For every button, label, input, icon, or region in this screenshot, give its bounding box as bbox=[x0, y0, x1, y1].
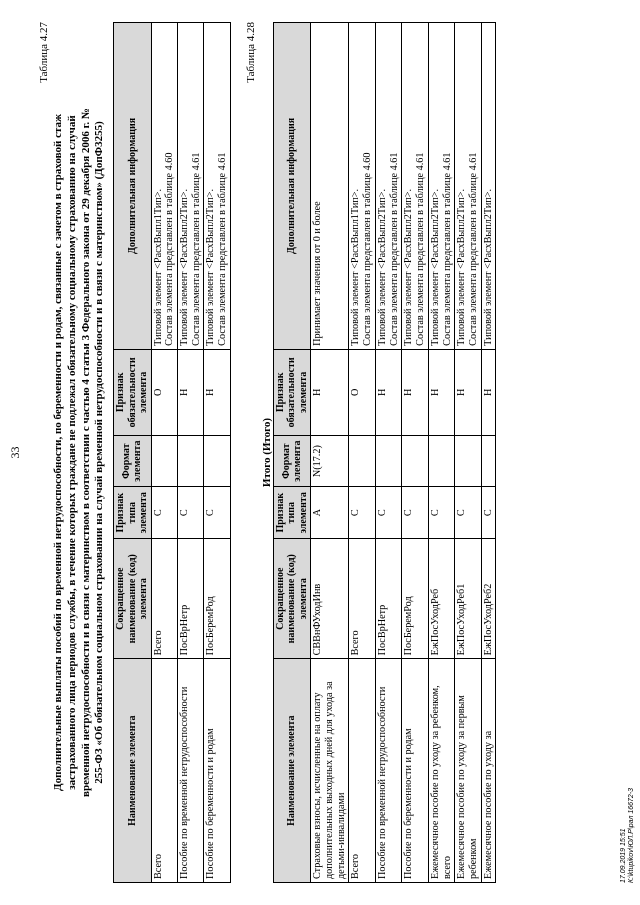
table-cell bbox=[428, 435, 454, 487]
table-cell: С bbox=[428, 487, 454, 539]
table-cell: Пособие по временной нетрудоспособности bbox=[375, 659, 401, 883]
table-cell: Всего bbox=[151, 539, 177, 659]
title-line: 255-ФЗ «Об обязательном социальном страховании на случай временной нетрудоспособности и в связи с материнством» (ДопФ3255) bbox=[93, 121, 106, 784]
table-cell bbox=[455, 435, 481, 487]
table-cell: ПосБеремРод bbox=[402, 539, 428, 659]
column-header: Дополнительная информация bbox=[114, 23, 152, 350]
table-row bbox=[455, 23, 481, 883]
table-cell: Типовой элемент <РасхВыпл2Тип>. Состав элемента представлен в таблице 4.61 bbox=[177, 23, 203, 350]
table-row bbox=[151, 23, 177, 883]
table-cell: Н bbox=[455, 349, 481, 435]
table-row bbox=[375, 23, 401, 883]
table-cell: Пособие по временной нетрудоспособности bbox=[177, 659, 203, 883]
table-cell: ЕжПосУходРеб2 bbox=[481, 539, 496, 659]
table-cell: Н bbox=[204, 349, 230, 435]
table-cell: С bbox=[375, 487, 401, 539]
table-cell: Н bbox=[481, 349, 496, 435]
table-cell bbox=[349, 435, 375, 487]
table-cell: Принимает значения от 0 и более bbox=[311, 23, 349, 350]
table-cell: Ежемесячное пособие по уходу за ребенком, всего bbox=[428, 659, 454, 883]
column-header: Наименование элемента bbox=[273, 659, 311, 883]
table-cell: Н bbox=[375, 349, 401, 435]
table-row bbox=[177, 23, 203, 883]
table-cell: ЕжПосУходРеб bbox=[428, 539, 454, 659]
table-2-label: Таблица 4.28 bbox=[244, 22, 257, 83]
table-cell: Всего bbox=[151, 659, 177, 883]
table-cell: О bbox=[349, 349, 375, 435]
table-cell: Н bbox=[402, 349, 428, 435]
column-header: Сокращенное наименование (код) элемента bbox=[114, 539, 152, 659]
table-2-heading: Итого (Итого) bbox=[260, 417, 273, 488]
page-number: 33 bbox=[8, 446, 22, 459]
table-cell: С bbox=[455, 487, 481, 539]
table-1-title bbox=[52, 22, 107, 883]
table-cell: Типовой элемент <РасхВыпл2Тип>. Состав элемента представлен в таблице 4.61 bbox=[375, 23, 401, 350]
footer-timestamp: 17.09.2019 15:51 bbox=[619, 828, 627, 883]
table-cell: С bbox=[402, 487, 428, 539]
table-cell: Пособие по беременности и родам bbox=[402, 659, 428, 883]
title-line: Дополнительные выплаты пособий по временной нетрудоспособности, по беременности и родам, связанные с зачетом в страховой стаж bbox=[52, 114, 64, 791]
table-row bbox=[402, 23, 428, 883]
table-4-27 bbox=[113, 22, 231, 883]
table-cell: Типовой элемент <РасхВыпл2Тип>. Состав элемента представлен в таблице 4.61 bbox=[402, 23, 428, 350]
table-cell: Н bbox=[311, 349, 349, 435]
table-cell: Всего bbox=[349, 539, 375, 659]
table-cell: Типовой элемент <РасхВыпл1Тип>. Состав элемента представлен в таблице 4.60 bbox=[349, 23, 375, 350]
table-row bbox=[481, 23, 496, 883]
table-cell: СВВнФУходИнв bbox=[311, 539, 349, 659]
table-cell: С bbox=[349, 487, 375, 539]
column-header: Формат элемента bbox=[114, 435, 152, 487]
table-cell bbox=[375, 435, 401, 487]
table-cell bbox=[402, 435, 428, 487]
table-row bbox=[428, 23, 454, 883]
footer-path: К:\ktupikov\ЮЛ.Р\рал 16672-3 bbox=[627, 787, 635, 883]
table-cell: С bbox=[151, 487, 177, 539]
table-cell: С bbox=[177, 487, 203, 539]
table-cell: О bbox=[151, 349, 177, 435]
column-header: Признак типа элемента bbox=[114, 487, 152, 539]
table-cell: Типовой элемент <РасхВыпл2Тип>. bbox=[481, 23, 496, 350]
table-cell: Типовой элемент <РасхВыпл1Тип>. Состав элемента представлен в таблице 4.60 bbox=[151, 23, 177, 350]
print-footer bbox=[620, 788, 636, 883]
table-cell: ЕжПосУходРеб1 bbox=[455, 539, 481, 659]
table-cell: А bbox=[311, 487, 349, 539]
table-cell bbox=[151, 435, 177, 487]
table-cell: Типовой элемент <РасхВыпл2Тип>. Состав элемента представлен в таблице 4.61 bbox=[204, 23, 230, 350]
table-cell bbox=[177, 435, 203, 487]
table-header-row bbox=[114, 23, 152, 883]
table-header-row bbox=[273, 23, 311, 883]
table-cell: С bbox=[204, 487, 230, 539]
table-1-label: Таблица 4.27 bbox=[38, 22, 50, 83]
column-header: Наименование элемента bbox=[114, 659, 152, 883]
column-header: Сокращенное наименование (код) элемента bbox=[273, 539, 311, 659]
title-line: застрахованного лица периодов службы, в течение которых граждане не подлежал обязательному социальному страхованию на случай bbox=[65, 115, 78, 790]
table-cell: Типовой элемент <РасхВыпл2Тип>. Состав элемента представлен в таблице 4.61 bbox=[428, 23, 454, 350]
column-header: Признак обязательности элемента bbox=[273, 349, 311, 435]
table-cell: Н bbox=[428, 349, 454, 435]
table-cell: ПосВрНетр bbox=[177, 539, 203, 659]
table-cell: Типовой элемент <РасхВыпл2Тип>. Состав элемента представлен в таблице 4.61 bbox=[455, 23, 481, 350]
table-cell: ПосБеремРод bbox=[204, 539, 230, 659]
table-cell: Ежемесячное пособие по уходу за первым ребенком bbox=[455, 659, 481, 883]
table-4-28 bbox=[273, 22, 497, 883]
table-cell bbox=[204, 435, 230, 487]
table-cell: Ежемесячное пособие по уходу за bbox=[481, 659, 496, 883]
table-row bbox=[204, 23, 230, 883]
table-cell: Страховые взносы, исчисленные на оплату дополнительных выходных дней для ухода за детьми-инвалидами bbox=[311, 659, 349, 883]
title-line: временной нетрудоспособности и в связи с материнством в соответствии с частью 4 статьи 3 Федерального закона от 29 декабря 2006 г. № bbox=[79, 108, 92, 797]
table-row bbox=[311, 23, 349, 883]
table-cell: N(17.2) bbox=[311, 435, 349, 487]
table-cell: Всего bbox=[349, 659, 375, 883]
table-cell: Н bbox=[177, 349, 203, 435]
column-header: Признак типа элемента bbox=[273, 487, 311, 539]
column-header: Дополнительная информация bbox=[273, 23, 311, 350]
column-header: Признак обязательности элемента bbox=[114, 349, 152, 435]
table-cell: Пособие по беременности и родам bbox=[204, 659, 230, 883]
table-row bbox=[349, 23, 375, 883]
table-cell: ПосВрНетр bbox=[375, 539, 401, 659]
column-header: Формат элемента bbox=[273, 435, 311, 487]
table-cell: С bbox=[481, 487, 496, 539]
table-cell bbox=[481, 435, 496, 487]
